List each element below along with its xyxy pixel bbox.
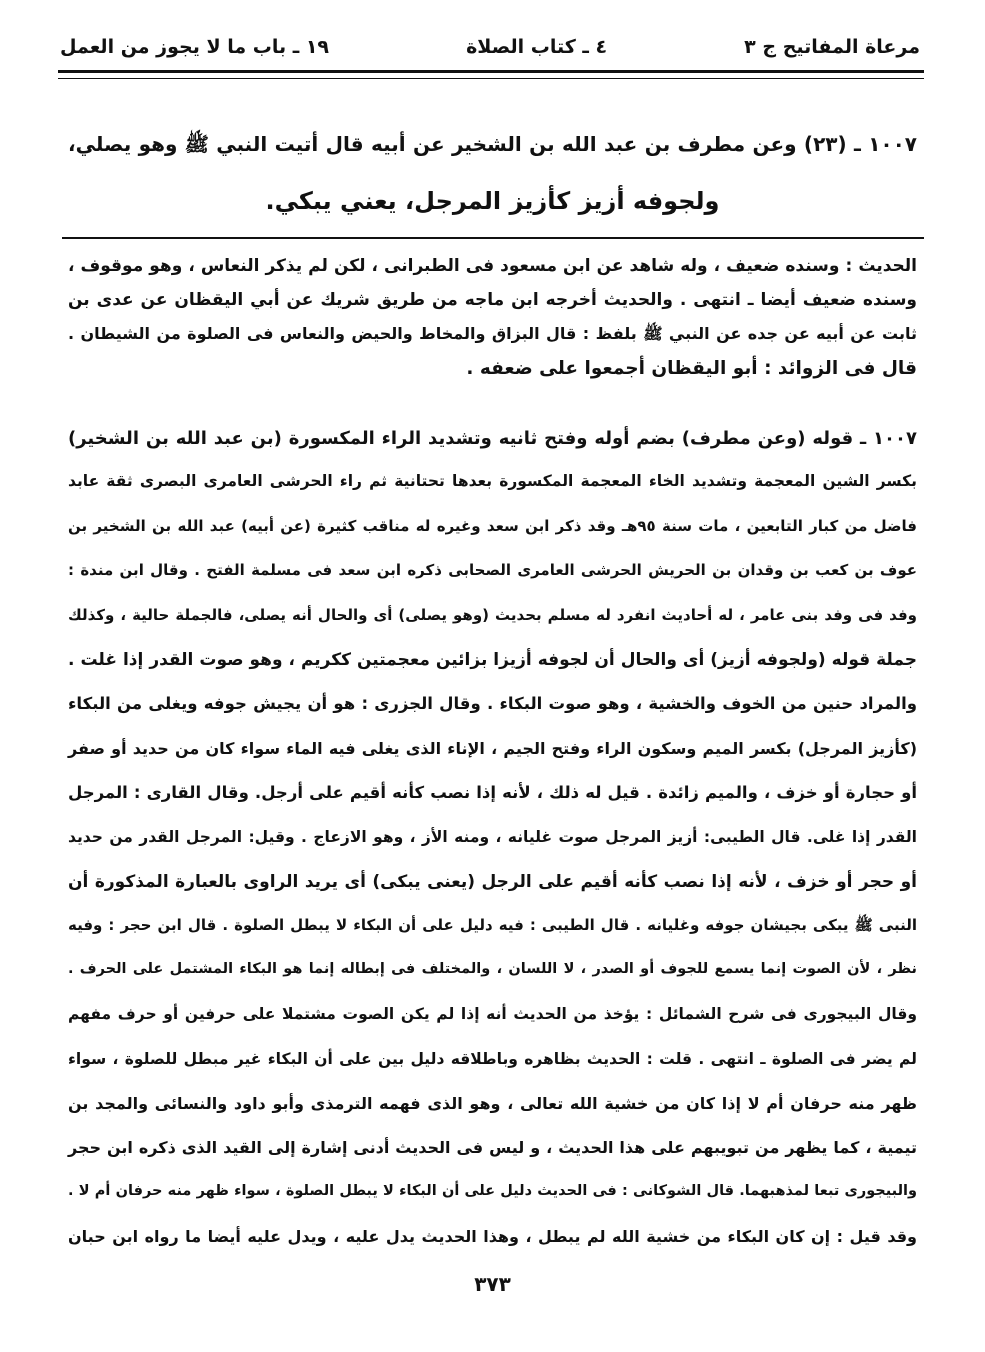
commentary-line: القدر إذا غلى. قال الطيبى: أزيز المرجل صوت غليانه ، ومنه الأز ، وهو الازعاج . وقيل: المرجل القدر من حديد [68, 827, 917, 846]
commentary-line: وفد فى وفد بنى عامر ، له أحاديث انفرد له مسلم بحديث (وهو يصلى) أى والحال أنه يصلى، فالجملة حالية ، وكذلك [68, 605, 917, 624]
commentary-line: ١٠٠٧ ـ قوله (وعن مطرف) بضم أوله وفتح ثانيه وتشديد الراء المكسورة (بن عبد الله بن الشخير) [68, 428, 917, 449]
commentary-line: تيمية ، كما يظهر من تبويبهم على هذا الحديث ، و ليس فى الحديث أدنى إشارة إلى القيد الذى ذكره ابن حجر [68, 1138, 917, 1158]
commentary-line: ظهر منه حرفان أم لا إذا كان من خشية الله تعالى ، وهو الذى فهمه الترمذى وأبو داود والنسائى والمجد بن [68, 1094, 917, 1113]
page-number: ٣٧٣ [474, 1272, 511, 1296]
header-double-rule [58, 70, 924, 79]
commentary-line: عوف بن كعب بن وقدان بن الحريش الحرشى العامرى الصحابى ذكره ابن سعد فى مسلمة الفتح . وقال ابن مندة : [68, 561, 917, 580]
commentary-line: بكسر الشين المعجمة وتشديد الخاء المعجمة المكسورة بعدها تحتانية ثم راء الحرشى العامرى البصرى ثقة عابد [68, 472, 917, 491]
commentary-line: نظر ، لأن الصوت إنما يسمع للجوف أو الصدر ، لا اللسان ، والمختلف فى إبطاله إنما هو البكاء المشتمل على الحرف . [68, 960, 917, 977]
header-bab: ١٩ ـ باب ما لا يجوز من العمل [60, 36, 330, 58]
commentary-line: وقال البيجورى فى شرح الشمائل : يؤخذ من الحديث أنه إذا لم يكن الصوت مشتملا على حرفين أو حرف مفهم [68, 1005, 917, 1024]
commentary-line: فاضل من كبار التابعين ، مات سنة ٩٥هـ وقد ذكر ابن سعد وغيره له مناقب كثيرة (عن أبيه) عبد الله بن الشخير بن [68, 516, 917, 535]
header-book-title: مرعاة المفاتيح ج ٣ [744, 36, 920, 58]
hadith-line: ١٠٠٧ ـ (٢٣) وعن مطرف بن عبد الله بن الشخير عن أبيه قال أتيت النبي ﷺ وهو يصلي، [68, 132, 918, 156]
commentary-line: وقد قيل : إن كان البكاء من خشية الله لم يبطل ، وهذا الحديث يدل عليه ، ويدل عليه أيضا ما رواه ابن حبان [68, 1227, 917, 1247]
section-divider [62, 237, 924, 239]
commentary-line: أو حجارة أو خزف ، والميم زائدة . قيل له ذلك ، لأنه إذا نصب كأنه أقيم على أرجل. وقال القارى : المرجل [68, 783, 917, 803]
header-kitab: ٤ ـ كتاب الصلاة [466, 36, 608, 58]
commentary-line: جملة قوله (ولجوفه أزيز) أى والحال أن لجوفه أزيزا بزائين معجمتين ككريم ، وهو صوت القدر إذا غلت . [68, 650, 917, 670]
footnote-line: قال فى الزوائد : أبو اليقظان أجمعوا على ضعفه . [466, 358, 917, 379]
footnote-line: ثابت عن أبيه عن جده عن النبي ﷺ بلفظ : قال البزاق والمخاط والحيض والنعاس فى الصلوة من الشيطان . [68, 324, 917, 343]
commentary-line: النبى ﷺ يبكى بجيشان جوفه وغليانه . قال الطيبى : فيه دليل على أن البكاء لا يبطل الصلوة . قال ابن حجر : وفيه [68, 916, 917, 935]
footnote-line: الحديث : وسنده ضعيف ، وله شاهد عن ابن مسعود فى الطبرانى ، لكن لم يذكر النعاس ، وهو موقوف ، [68, 256, 917, 276]
commentary-line: (كأزيز المرجل) بكسر الميم وسكون الراء وفتح الجيم ، الإناء الذى يغلى فيه الماء سواء كان من حديد أو صفر [68, 738, 917, 758]
commentary-line: لم يضر فى الصلوة ـ انتهى . قلت : الحديث بظاهره وباطلاقه دليل بين على أن البكاء غير مبطل للصلوة ، سواء [68, 1049, 917, 1068]
commentary-line: أو حجر أو خزف ، لأنه إذا نصب كأنه أقيم على الرجل (يعنى يبكى) أى يريد الراوى بالعبارة المذكورة أن [68, 872, 917, 892]
commentary-line: والمراد حنين من الخوف والخشية ، وهو صوت البكاء . وقال الجزرى : هو أن يجيش جوفه ويغلى من البكاء [68, 694, 917, 714]
commentary-line: والبيجورى تبعا لمذهبهما. قال الشوكانى : فى الحديث دليل على أن البكاء لا يبطل الصلوة ، سواء ظهر منه حرفان أم لا . [68, 1182, 917, 1199]
footnote-line: وسنده ضعيف أيضا ـ انتهى . والحديث أخرجه ابن ماجه من طريق شريك عن أبي اليقظان عن عدى بن [68, 290, 917, 310]
hadith-line: ولجوفه أزيز كأزيز المرجل، يعني يبكي. [265, 187, 720, 215]
running-header [60, 30, 920, 64]
